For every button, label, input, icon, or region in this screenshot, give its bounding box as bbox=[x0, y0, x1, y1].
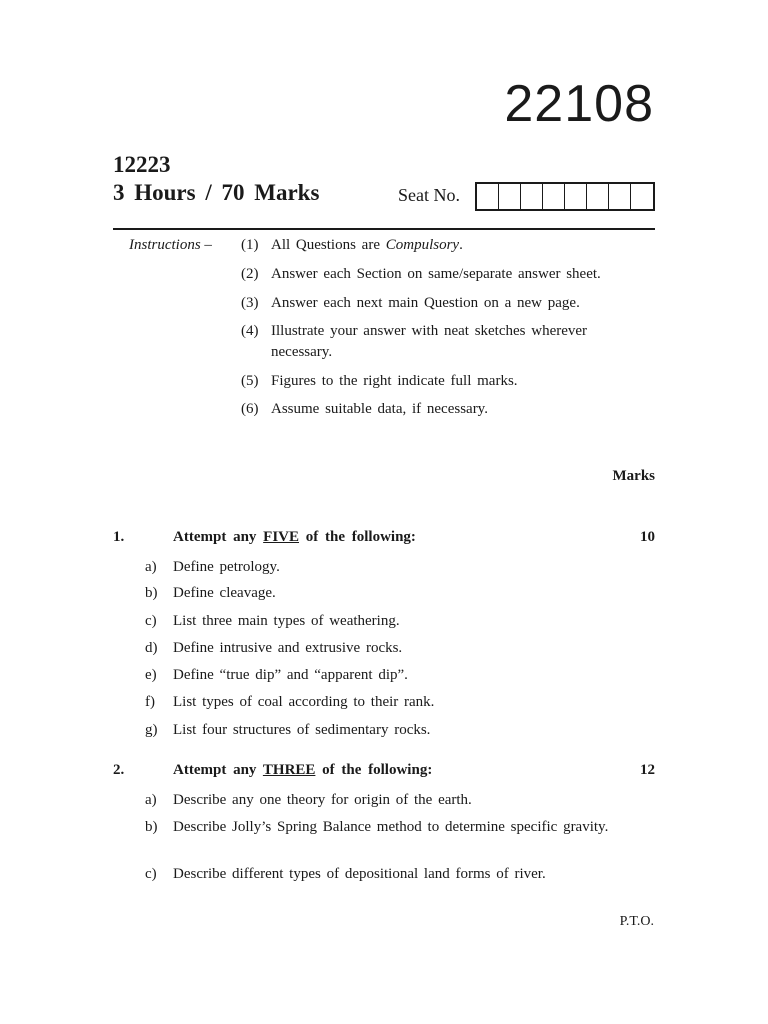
instruction-number: (2) bbox=[241, 266, 259, 282]
sub-question-label: g) bbox=[145, 722, 158, 738]
question-heading: Attempt any FIVE of the following: bbox=[173, 529, 416, 545]
sub-question-text: List three main types of weathering. bbox=[173, 613, 400, 629]
instruction-number: (5) bbox=[241, 373, 259, 389]
sub-question-text: Describe Jolly’s Spring Balance method to determine specific gravity. bbox=[173, 819, 609, 835]
sub-question bbox=[145, 817, 615, 837]
instruction-number: (1) bbox=[241, 237, 259, 253]
sub-question-label: f) bbox=[145, 694, 155, 710]
sub-question-text: Define intrusive and extrusive rocks. bbox=[173, 640, 403, 656]
question-number: 2. bbox=[113, 762, 125, 778]
sub-question bbox=[145, 557, 615, 577]
paper-code: 12223 bbox=[113, 152, 171, 177]
sub-question-text: List four structures of sedimentary rocks. bbox=[173, 722, 431, 738]
sub-question bbox=[145, 638, 615, 658]
seat-digit-box[interactable] bbox=[565, 184, 587, 209]
instruction-text: All Questions are Compulsory. bbox=[271, 237, 463, 253]
instruction-item bbox=[241, 264, 661, 285]
sub-question bbox=[145, 665, 615, 685]
instruction-text: Assume suitable data, if necessary. bbox=[271, 401, 488, 417]
question-number: 1. bbox=[113, 529, 125, 545]
sub-question bbox=[145, 720, 615, 740]
question-marks: 10 bbox=[640, 529, 655, 545]
seat-digit-box[interactable] bbox=[543, 184, 565, 209]
instructions-title: Instructions – bbox=[129, 237, 212, 253]
sub-question-label: e) bbox=[145, 667, 157, 683]
duration-and-marks: 3 Hours / 70 Marks bbox=[113, 180, 320, 205]
sub-question-text: Describe any one theory for origin of the earth. bbox=[173, 792, 472, 808]
instruction-number: (6) bbox=[241, 401, 259, 417]
sub-question bbox=[145, 583, 615, 603]
marks-column-heading: Marks bbox=[612, 468, 655, 484]
seat-digit-box[interactable] bbox=[609, 184, 631, 209]
please-turn-over: P.T.O. bbox=[619, 914, 654, 929]
sub-question-label: c) bbox=[145, 866, 157, 882]
header-divider bbox=[113, 228, 655, 230]
sub-question bbox=[145, 692, 615, 712]
sub-question-label: a) bbox=[145, 792, 157, 808]
instruction-number: (3) bbox=[241, 295, 259, 311]
sub-question bbox=[145, 611, 615, 631]
instruction-item bbox=[241, 293, 661, 314]
instruction-item bbox=[241, 371, 661, 392]
seat-digit-box[interactable] bbox=[521, 184, 543, 209]
instruction-item bbox=[241, 321, 641, 363]
question-heading: Attempt any THREE of the following: bbox=[173, 762, 433, 778]
instruction-text: Answer each next main Question on a new page. bbox=[271, 295, 580, 311]
question-marks: 12 bbox=[640, 762, 655, 778]
instruction-item bbox=[241, 399, 661, 420]
instruction-text: Illustrate your answer with neat sketches wherever necessary. bbox=[271, 323, 588, 360]
sub-question bbox=[145, 864, 615, 884]
instruction-text: Figures to the right indicate full marks. bbox=[271, 373, 518, 389]
sub-question-label: d) bbox=[145, 640, 158, 656]
seat-digit-box[interactable] bbox=[477, 184, 499, 209]
seat-digit-box[interactable] bbox=[587, 184, 609, 209]
instruction-item bbox=[241, 235, 661, 256]
sub-question-text: Define petrology. bbox=[173, 559, 280, 575]
seat-digit-box[interactable] bbox=[499, 184, 521, 209]
subject-code: 22108 bbox=[504, 75, 654, 133]
sub-question-label: b) bbox=[145, 585, 158, 601]
sub-question bbox=[145, 790, 615, 810]
seat-number-boxes[interactable] bbox=[475, 182, 655, 211]
sub-question-text: List types of coal according to their rank. bbox=[173, 694, 435, 710]
seat-number-label: Seat No. bbox=[398, 185, 460, 205]
instruction-text: Answer each Section on same/separate answer sheet. bbox=[271, 266, 601, 282]
instruction-number: (4) bbox=[241, 323, 259, 339]
sub-question-text: Describe different types of depositional land forms of river. bbox=[173, 866, 546, 882]
sub-question-label: c) bbox=[145, 613, 157, 629]
sub-question-label: a) bbox=[145, 559, 157, 575]
sub-question-text: Define cleavage. bbox=[173, 585, 276, 601]
seat-digit-box[interactable] bbox=[631, 184, 653, 209]
sub-question-label: b) bbox=[145, 819, 158, 835]
sub-question-text: Define “true dip” and “apparent dip”. bbox=[173, 667, 408, 683]
